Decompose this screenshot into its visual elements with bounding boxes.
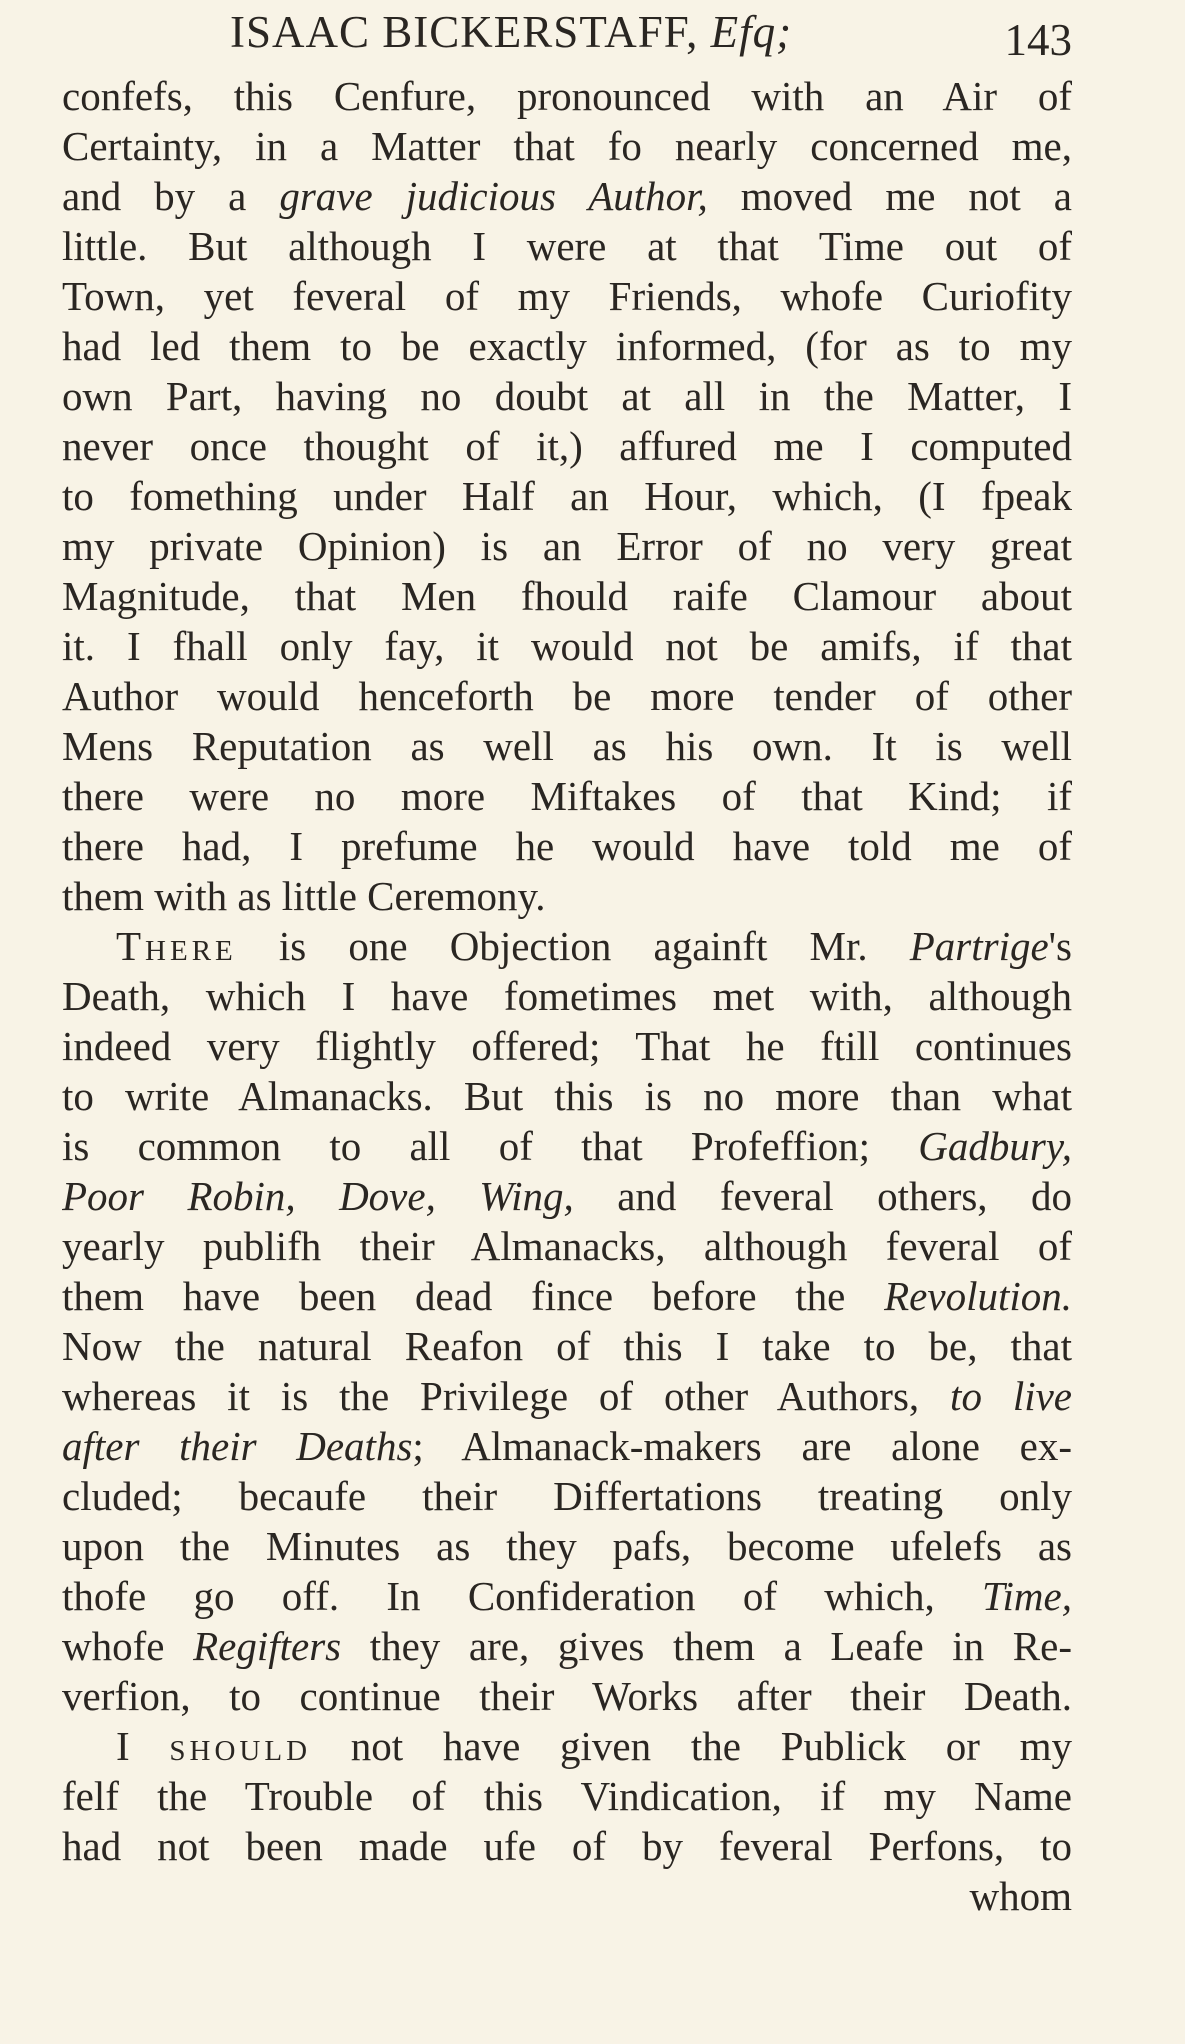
text-run: I [116,1723,170,1769]
text-line: Now the natural Reafon of this I take to be, that [62,1323,1072,1369]
text-line: Town, yet feveral of my Friends, whofe Curiofity [62,273,1072,319]
running-title-esq: Efq; [710,7,793,57]
text-run: and by a [62,173,280,219]
text-line: own Part, having no doubt at all in the Matter, I [62,373,1072,419]
italic-run: Time, [982,1573,1072,1619]
small-caps-run: should [169,1723,312,1769]
text-run: and feveral others, do [573,1173,1072,1219]
italic-run: Partrige [909,923,1049,969]
text-line: cluded; becaufe their Differtations treating only [62,1473,1072,1519]
text-line: Author would henceforth be more tender of other [62,673,1072,719]
text-line: Mens Reputation as well as his own. It is well [62,723,1072,769]
page-number: 143 [1004,15,1072,65]
text-line [62,1621,1072,1671]
text-line [62,171,1072,221]
italic-run: grave judicious Author, [279,173,708,219]
italic-run: Gadbury, [918,1123,1072,1169]
text-line: to write Almanacks. But this is no more than what [62,1073,1072,1119]
paragraph-3 [62,1721,1072,1871]
italic-run: after their Deaths [62,1423,413,1469]
text-line [62,1171,1072,1221]
text-run: thofe go off. In Confideration of which, [62,1573,982,1619]
text-run: 's [1048,923,1072,969]
text-run: them have been dead fince before the [62,1273,885,1319]
paragraph-1 [62,71,1072,921]
text-run: not have given the Publick or my [311,1723,1072,1769]
text-line-last: them with as little Ceremony. [62,873,546,919]
italic-run: Poor Robin, Dove, Wing, [62,1173,574,1219]
text-line [62,921,1072,971]
text-run: whofe [62,1623,194,1669]
text-run: is common to all of that Profeffion; [62,1123,919,1169]
text-line: it. I fhall only fay, it would not be amifs, if that [62,623,1072,669]
italic-run: to live [950,1373,1072,1419]
text-line [62,1371,1072,1421]
text-line: there were no more Miftakes of that Kind; if [62,773,1072,819]
text-line: my private Opinion) is an Error of no very great [62,523,1072,569]
text-line: felf the Trouble of this Vindication, if my Name [62,1773,1072,1819]
text-line [62,1721,1072,1771]
catchword: whom [969,1873,1072,1919]
text-line: Magnitude, that Men fhould raife Clamour about [62,573,1072,619]
text-run: is one Objection againft Mr. [236,923,910,969]
page-header [62,6,1072,66]
text-run: ; Almanack-makers are alone ex- [412,1423,1072,1469]
text-line: had not been made ufe of by feveral Perfons, to [62,1823,1072,1869]
text-line: little. But although I were at that Time out of [62,223,1072,269]
paragraph-2 [62,921,1072,1721]
text-line: indeed very flightly offered; That he ftill continues [62,1023,1072,1069]
italic-run: Regifters [193,1623,342,1669]
text-line: had led them to be exactly informed, (for as to my [62,323,1072,369]
italic-run: Revolution. [884,1273,1072,1319]
text-run: moved me not a [707,173,1072,219]
running-title [230,6,792,58]
text-line: Death, which I have fometimes met with, although [62,973,1072,1019]
text-line: there had, I prefume he would have told me of [62,823,1072,869]
text-line: Certainty, in a Matter that fo nearly concerned me, [62,123,1072,169]
text-run: whereas it is the Privilege of other Authors, [62,1373,951,1419]
small-caps-run: There [116,923,237,969]
text-line-last: verfion, to continue their Works after their Death. [62,1673,1072,1719]
text-line [62,1571,1072,1621]
text-line [62,1271,1072,1321]
text-line [62,1421,1072,1471]
text-run: they are, gives them a Leafe in Re- [341,1623,1072,1669]
text-line: never once thought of it,) affured me I computed [62,423,1072,469]
text-line [62,1121,1072,1171]
body-text [62,71,1072,1921]
running-title-text: ISAAC BICKERSTAFF, [230,7,711,57]
text-line: yearly publifh their Almanacks, although feveral of [62,1223,1072,1269]
text-line: to fomething under Half an Hour, which, (I fpeak [62,473,1072,519]
text-line: upon the Minutes as they pafs, become ufelefs as [62,1523,1072,1569]
text-line: confefs, this Cenfure, pronounced with an Air of [62,73,1072,119]
